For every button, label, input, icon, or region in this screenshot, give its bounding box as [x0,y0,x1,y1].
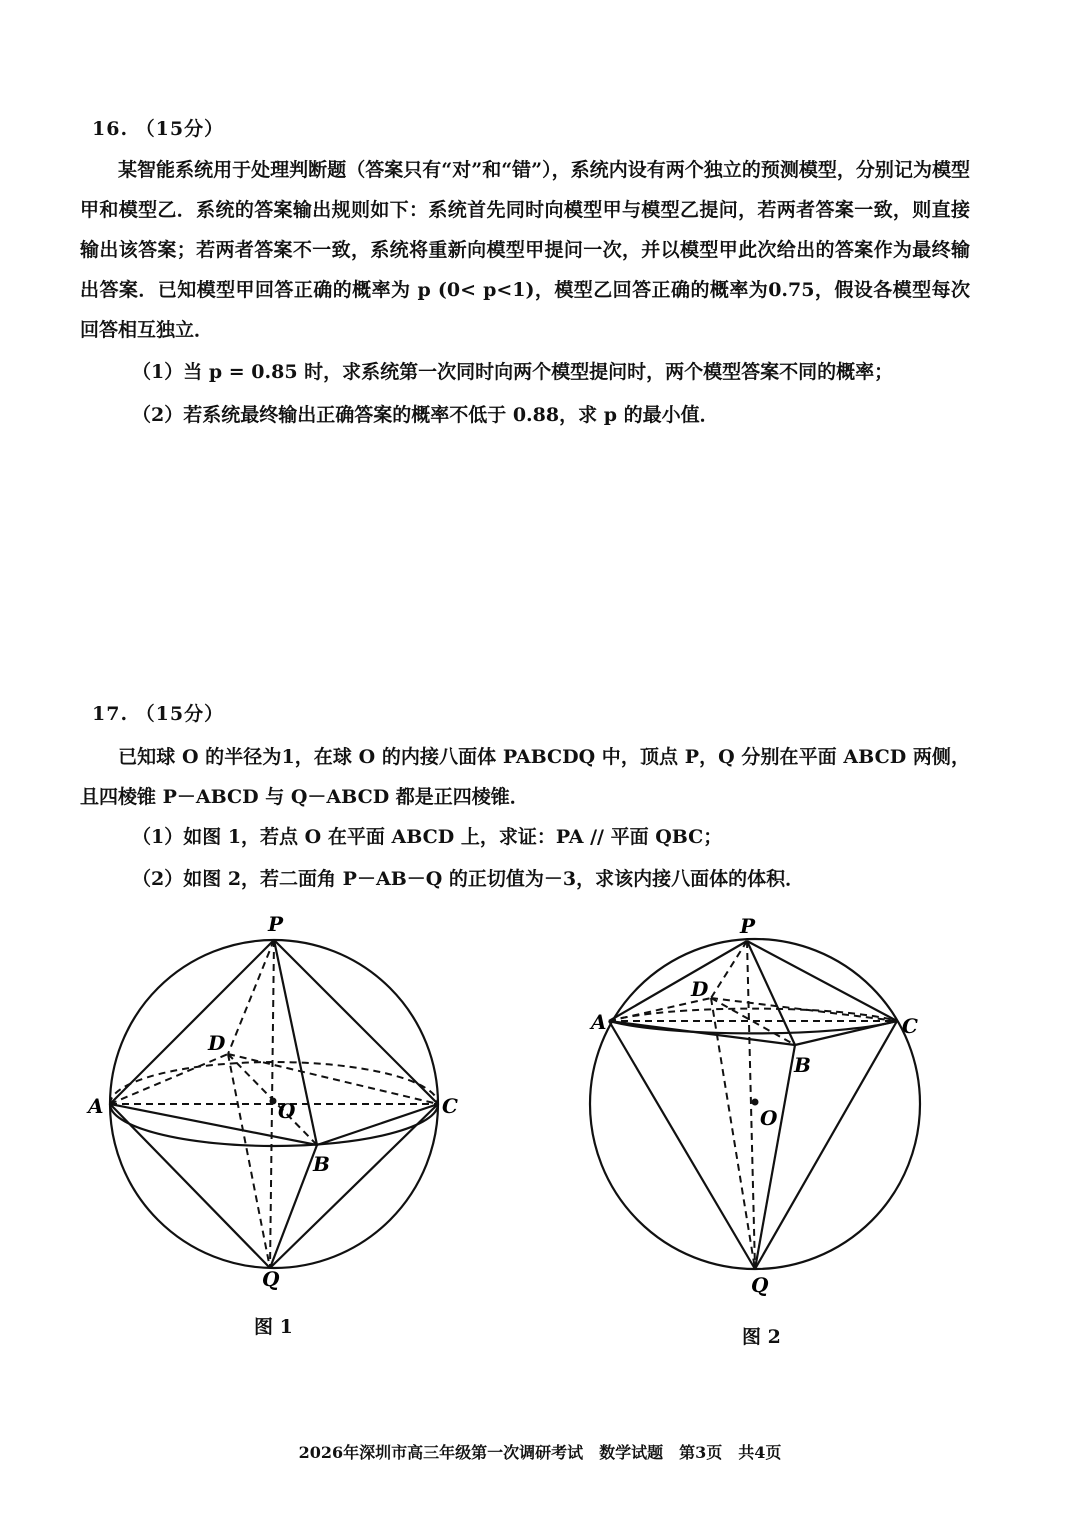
figure-1-equator-front [110,1104,438,1146]
figure-1-label-d: D [208,1031,226,1055]
figure-1-label-p: P [268,912,284,936]
figure-1-edge-pc [274,940,438,1104]
figure-2-label-q: Q [751,1273,769,1297]
figure-1-edge-qb [270,1145,317,1268]
figure-1-edge-qc [270,1104,438,1268]
figure-1-center-point [270,1098,277,1105]
question-17-body [80,737,970,817]
figure-1-edge-qa [110,1104,270,1268]
question-16-part-2: （2）若系统最终输出正确答案的概率不低于 0.88，求 p 的最小值． [132,404,719,426]
figure-2-edge-pb [747,941,795,1045]
question-16-part-1: （1）当 p = 0.85 时，求系统第一次同时向两个模型提问时，两个模型答案不同的概率； [132,361,894,383]
figure-2-label-c: C [902,1014,918,1038]
figure-1-label-a: A [88,1094,104,1118]
figure-1-label-b: B [313,1152,330,1176]
figure-2-caption: 图 2 [742,1326,781,1348]
question-16-body [80,150,970,350]
question-17-part-1: （1）如图 1，若点 O 在平面 ABCD 上，求证：PA // 平面 QBC； [132,826,723,848]
figure-2-diagram [575,905,935,1305]
figure-1-label-o: O [278,1099,296,1123]
question-17-heading: 17. （15分） [92,703,225,725]
figure-2-label-d: D [691,977,709,1001]
question-16-text: 某智能系统用于处理判断题（答案只有“对”和“错”），系统内设有两个独立的预测模型，分别记为模型甲和模型乙．系统的答案输出规则如下：系统首先同时向模型甲与模型乙提问，若两者答案一致，则直接输出该答案；若两者答案不一致，系统将重新向模型甲提问一次，并以模型甲此次给出的答案作为最终输出答案．已知模型甲回答正确的概率为 p (0< p<1)，模型乙回答正确的概率为0.75，假设各模型每次回答相互独立． [80,159,970,341]
figure-1-edge-pa [110,940,274,1104]
figure-2-label-a: A [591,1010,607,1034]
figure-1 [80,905,500,1299]
figure-1-label-c: C [442,1094,458,1118]
figure-1-edge-bc [317,1104,438,1145]
question-17-text: 已知球 O 的半径为1，在球 O 的内接八面体 PABCDQ 中，顶点 P，Q 分别在平面 ABCD 两侧，且四棱锥 P－ABCD 与 Q－ABCD 都是正四棱锥． [80,746,970,808]
figure-1-label-q: Q [262,1267,280,1291]
figure-1-diagram [80,905,500,1295]
page-footer: 2026年深圳市高三年级第一次调研考试 数学试题 第3页 共4页 [298,1443,782,1462]
figure-2-edge-qa [609,1021,755,1269]
figure-2-label-o: O [760,1106,778,1130]
figure-2-label-b: B [794,1053,811,1077]
figure-2-label-p: P [740,914,756,938]
figure-2-center-point [752,1099,759,1106]
question-17-part-2: （2）如图 2，若二面角 P－AB－Q 的正切值为－3，求该内接八面体的体积． [132,868,805,890]
figure-2 [575,905,935,1309]
figure-1-edge-ad [110,1054,228,1104]
figure-1-edge-pd [228,940,274,1054]
question-16-heading: 16. （15分） [92,118,225,140]
figure-1-caption: 图 1 [254,1316,293,1338]
figure-2-section-back [609,1009,897,1021]
figure-1-edge-qd [228,1054,270,1268]
figure-2-edge-pa [609,941,747,1021]
figure-2-edge-pd [711,941,747,998]
